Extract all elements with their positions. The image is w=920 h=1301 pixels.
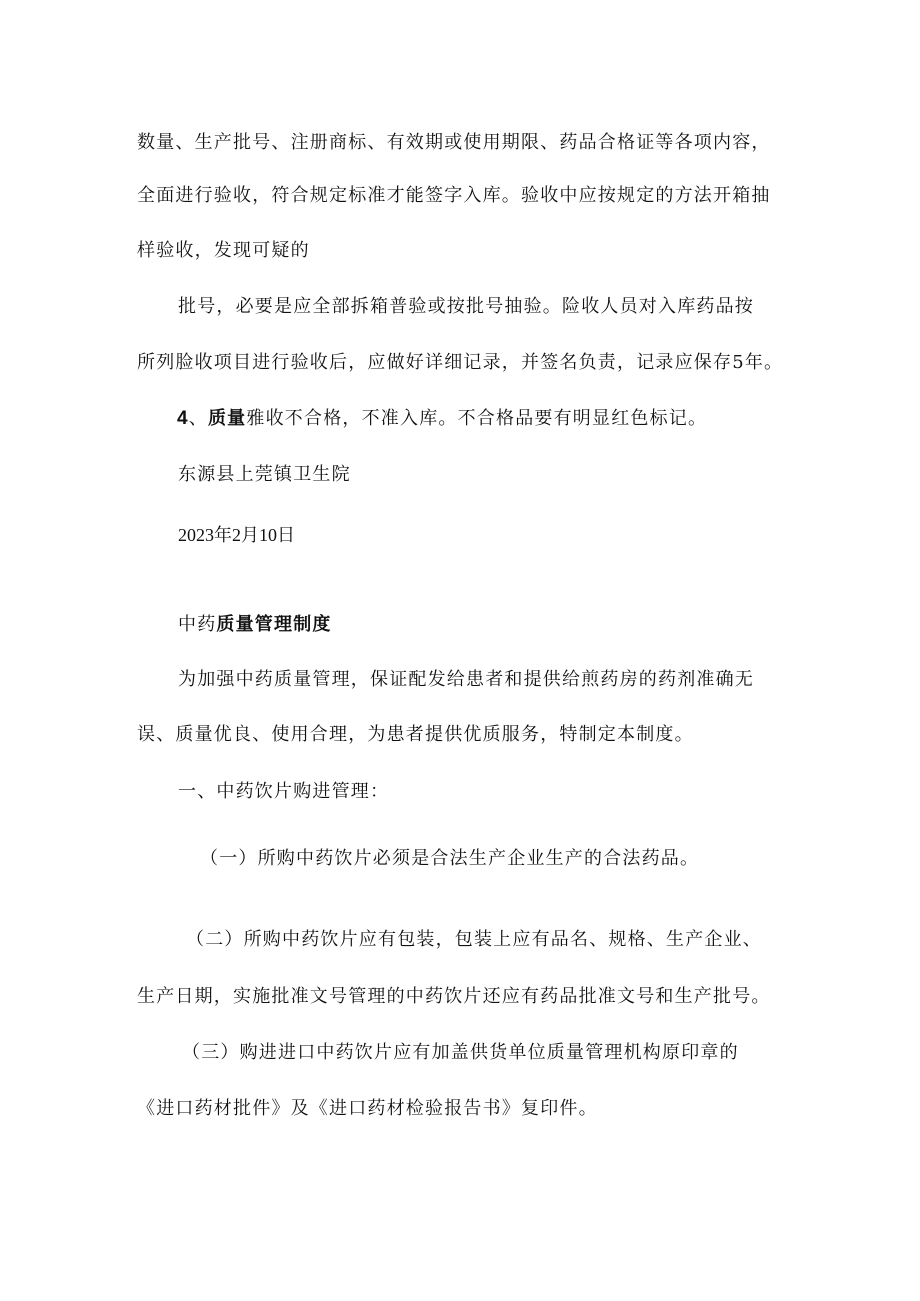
item4-rest: 雅收不合格，不准入库。不合格品要有明显红色标记。 xyxy=(246,408,708,429)
heading-1: 一、中药饮片购进管理： xyxy=(178,781,390,802)
rule-3-line2: 《进口药材批件》及《进口药材检验报告书》复印件。 xyxy=(137,1098,598,1119)
rule-2-line1: （二）所购中药饮片应有包装，包装上应有品名、规格、生产企业、 xyxy=(186,929,762,950)
rule-1: （一）所购中药饮片必须是合法生产企业生产的合法药品。 xyxy=(200,848,700,869)
rule-2-line2: 生产日期，实施批准文号管理的中药饮片还应有药品批准文号和生产批号。 xyxy=(137,986,771,1007)
paragraph1-line1: 数量、生产批号、注册商标、有效期或使用期限、药品合格证等各项内容， xyxy=(137,132,771,153)
intro-line2: 误、质量优良、使用合理，为患者提供优质服务，特制定本制度。 xyxy=(137,724,694,745)
paragraph1-line3: 样验收，发现可疑的 xyxy=(137,240,310,261)
signature-date: 2023年2月10日 xyxy=(178,525,295,545)
rule-3-line1: （三）购进进口中药饮片应有加盖供货单位质量管理机构原印章的 xyxy=(182,1042,739,1063)
item4-line xyxy=(177,406,707,432)
intro-line1: 为加强中药质量管理，保证配发给患者和提供给煎药房的药剂准确无 xyxy=(178,669,754,690)
item4-bold-text: 质量 xyxy=(207,408,247,429)
signature-org: 东源县上莞镇卫生院 xyxy=(178,464,351,485)
paragraph2-line1: 批号，必要是应全部拆箱普验或按批号抽验。险收人员对入库药品按 xyxy=(178,296,754,317)
paragraph2-line2: 所列脸收项目进行验收后，应做好详细记录，并签名负责，记录应保存5年。 xyxy=(137,352,784,373)
item4-number: 4 xyxy=(177,408,189,429)
section-title-bold: 质量管理制度 xyxy=(216,614,332,635)
item4-separator: 、 xyxy=(188,408,208,429)
section-title-prefix: 中药 xyxy=(178,614,217,635)
paragraph1-line2: 全面进行验收，符合规定标准才能签字入库。验收中应按规定的方法开箱抽 xyxy=(137,185,771,206)
section-title xyxy=(178,612,332,638)
